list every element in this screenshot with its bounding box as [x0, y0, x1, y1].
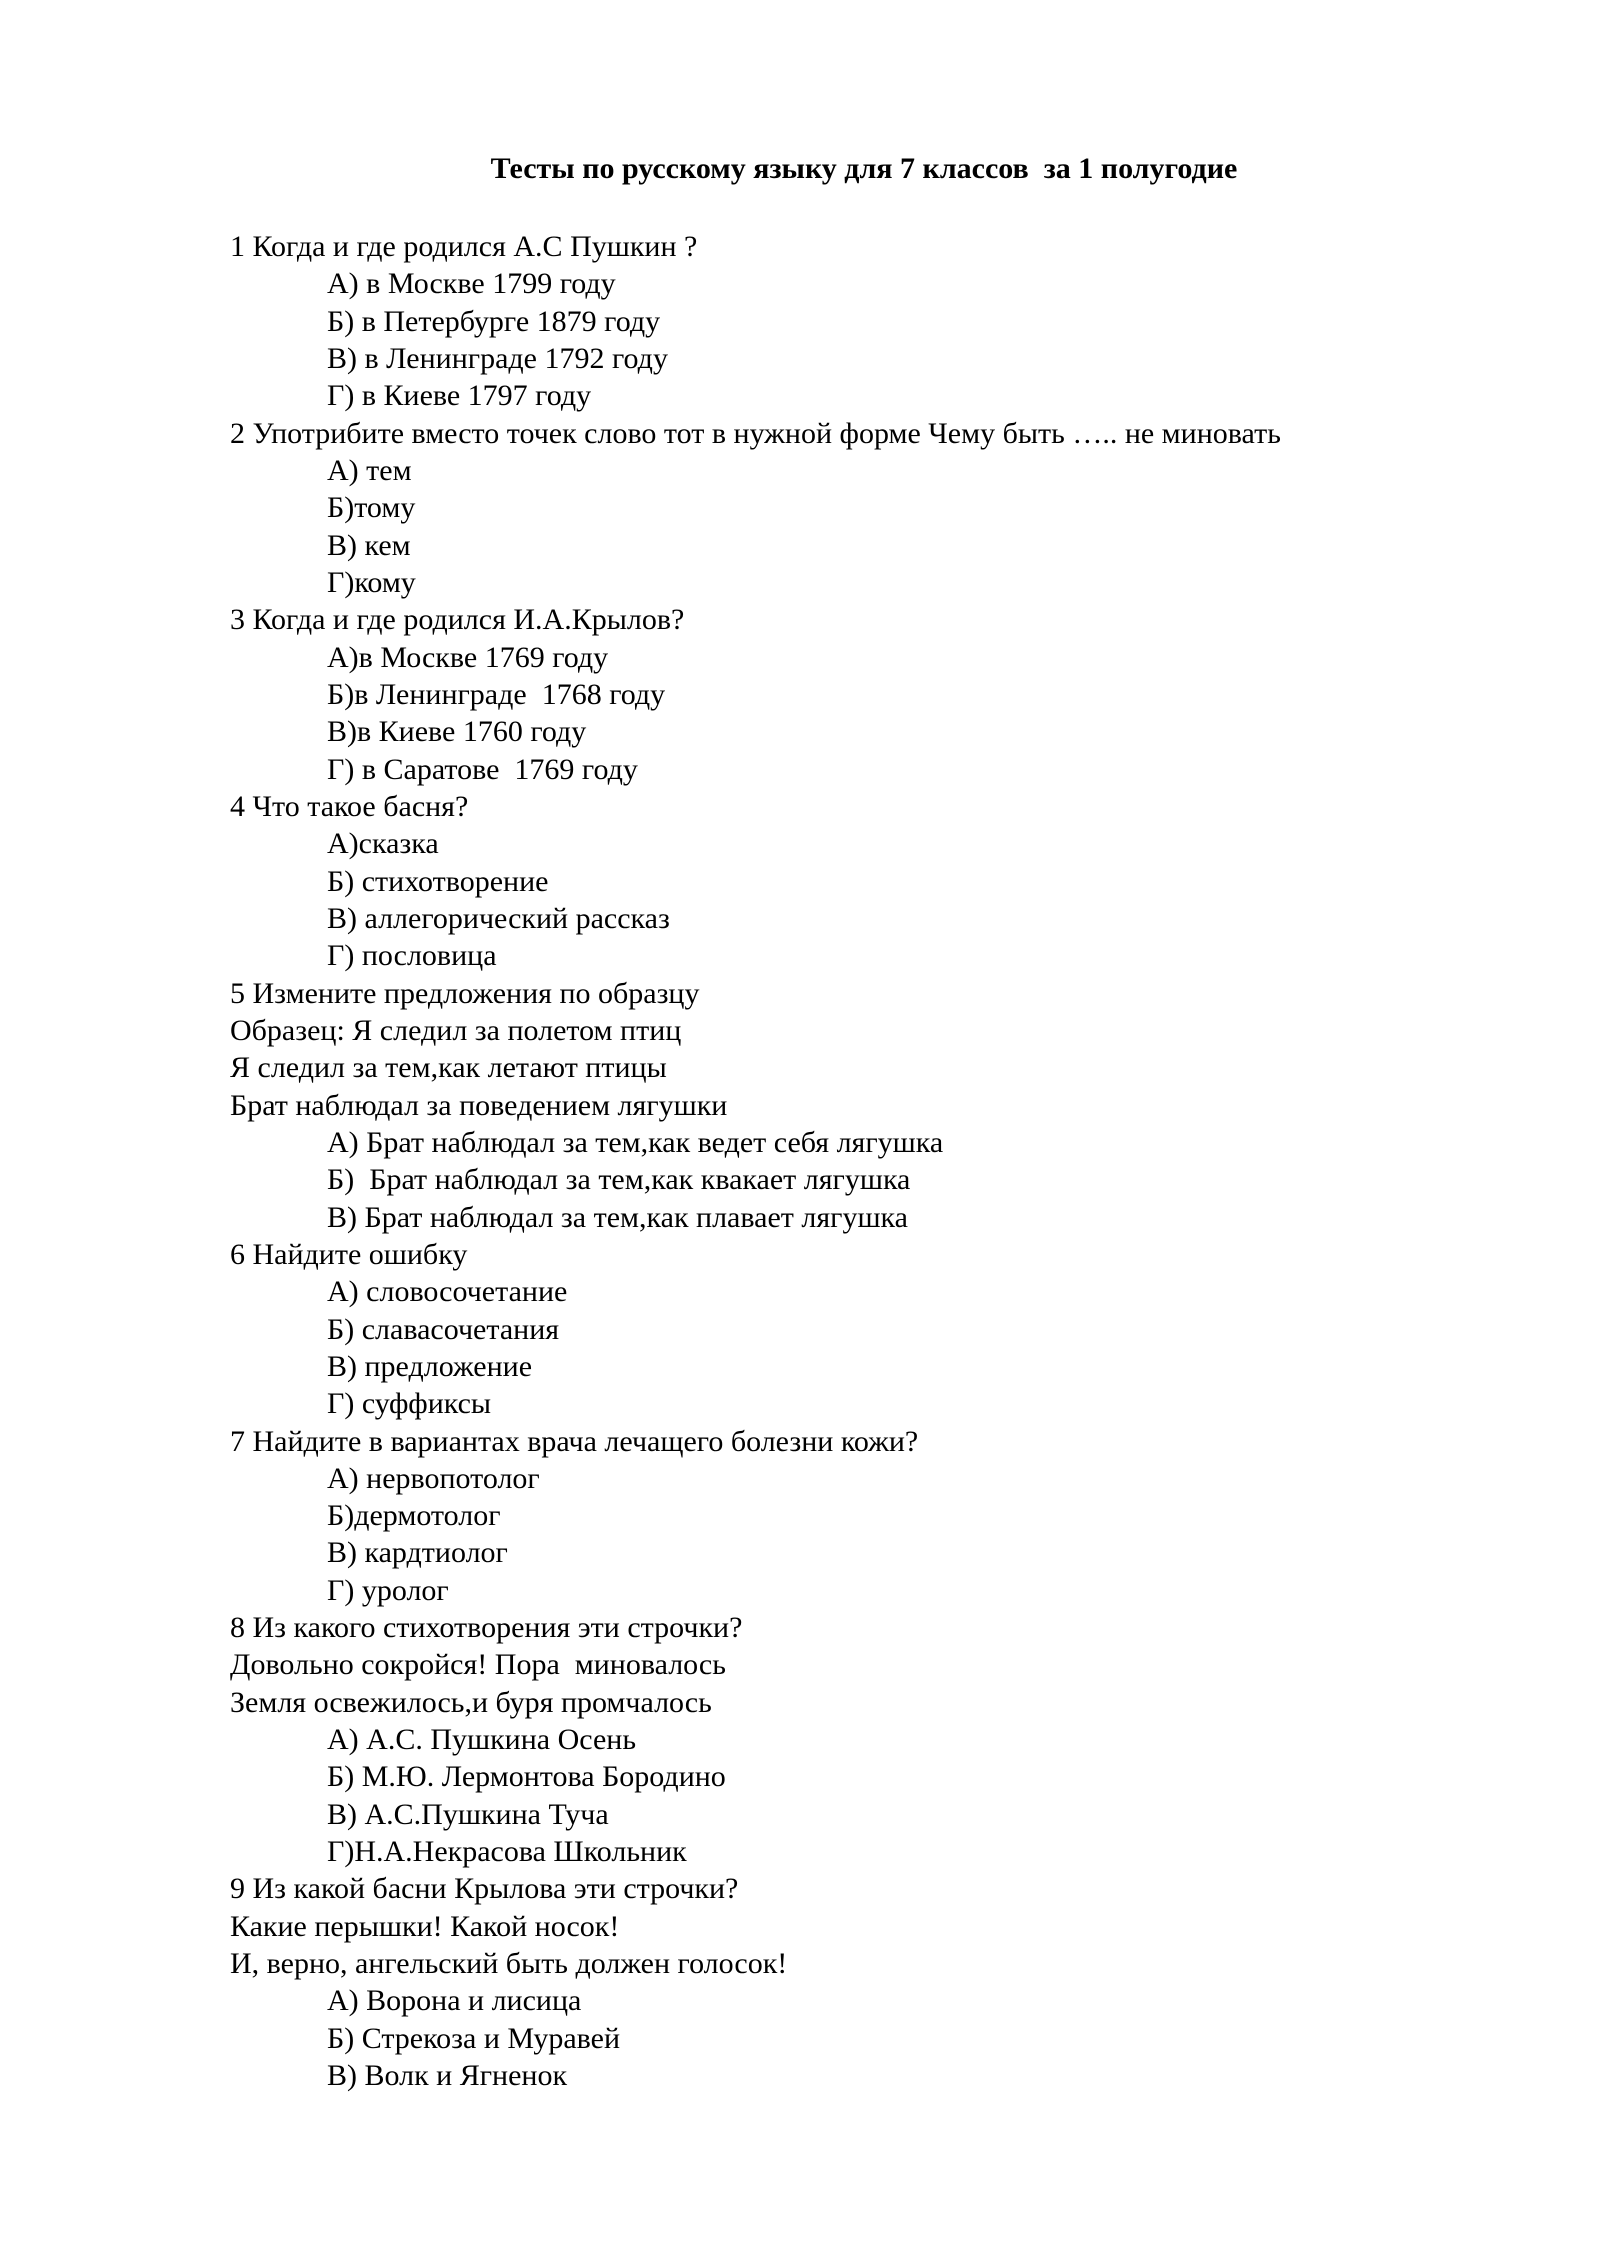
question-line: Довольно сокройся! Пора миновалось — [230, 1648, 726, 1682]
question-line: 2 Употрибите вместо точек слово тот в нужной форме Чему быть ….. не миновать — [230, 416, 1281, 450]
answer-option: Г)Н.А.Некрасова Школьник — [327, 1835, 687, 1869]
answer-option: Г) в Саратове 1769 году — [327, 752, 638, 786]
question-line: И, верно, ангельский быть должен голосок! — [230, 1947, 788, 1981]
answer-option: Г)кому — [327, 565, 416, 599]
answer-option: Б)дермотолог — [327, 1499, 501, 1533]
answer-option: В) Брат наблюдал за тем,как плавает лягушка — [327, 1200, 908, 1234]
answer-option: В) Волк и Ягненок — [327, 2059, 568, 2093]
question-line: Какие перышки! Какой носок! — [230, 1909, 620, 1943]
answer-option: В) аллегорический рассказ — [327, 901, 670, 935]
document-title: Тесты по русскому языку для 7 классов за 1 полугодие — [490, 152, 1238, 185]
answer-option: Г) уролог — [327, 1573, 449, 1607]
document-body — [230, 228, 1510, 2094]
answer-option: В) в Ленинграде 1792 году — [327, 341, 668, 375]
answer-option: Г) пословица — [327, 939, 497, 973]
answer-option: А) словосочетание — [327, 1275, 568, 1309]
question-line: 8 Из какого стихотворения эти строчки? — [230, 1611, 743, 1645]
question-line: Я следил за тем,как летают птицы — [230, 1051, 667, 1085]
answer-option: А) в Москве 1799 году — [327, 267, 616, 301]
answer-option: А) нервопотолог — [327, 1461, 540, 1495]
answer-option: Б) Брат наблюдал за тем,как квакает лягушка — [327, 1163, 911, 1197]
answer-option: В) кем — [327, 528, 411, 562]
answer-option: А) Ворона и лисица — [327, 1984, 582, 2018]
answer-option: В) кардтиолог — [327, 1536, 508, 1570]
answer-option: Б) М.Ю. Лермонтова Бородино — [327, 1760, 726, 1794]
answer-option: А) А.С. Пушкина Осень — [327, 1723, 636, 1757]
question-line: Земля освежилось,и буря промчалось — [230, 1685, 712, 1719]
answer-option: А)в Москве 1769 году — [327, 640, 609, 674]
answer-option: Б)тому — [327, 491, 416, 525]
answer-option: Г) суффиксы — [327, 1387, 492, 1421]
answer-option: Б) славасочетания — [327, 1312, 560, 1346]
question-line: 9 Из какой басни Крылова эти строчки? — [230, 1872, 739, 1906]
answer-option: А)сказка — [327, 827, 439, 861]
answer-option: В) А.С.Пушкина Туча — [327, 1797, 609, 1831]
question-line: 3 Когда и где родился И.А.Крылов? — [230, 603, 685, 637]
answer-option: Г) в Киеве 1797 году — [327, 379, 592, 413]
question-line: 7 Найдите в вариантах врача лечащего болезни кожи? — [230, 1424, 919, 1458]
question-line: Образец: Я следил за полетом птиц — [230, 1013, 682, 1047]
answer-option: Б) стихотворение — [327, 864, 549, 898]
answer-option: В) предложение — [327, 1349, 533, 1383]
answer-option: Б) Стрекоза и Муравей — [327, 2021, 620, 2055]
answer-option: А) Брат наблюдал за тем,как ведет себя лягушка — [327, 1125, 944, 1159]
question-line: 6 Найдите ошибку — [230, 1237, 468, 1271]
answer-option: А) тем — [327, 453, 412, 487]
answer-option: В)в Киеве 1760 году — [327, 715, 587, 749]
question-line: 5 Измените предложения по образцу — [230, 976, 700, 1010]
answer-option: Б) в Петербурге 1879 году — [327, 304, 661, 338]
question-line: 4 Что такое басня? — [230, 789, 469, 823]
answer-option: Б)в Ленинграде 1768 году — [327, 677, 666, 711]
question-line: Брат наблюдал за поведением лягушки — [230, 1088, 728, 1122]
question-line: 1 Когда и где родился А.С Пушкин ? — [230, 230, 698, 263]
